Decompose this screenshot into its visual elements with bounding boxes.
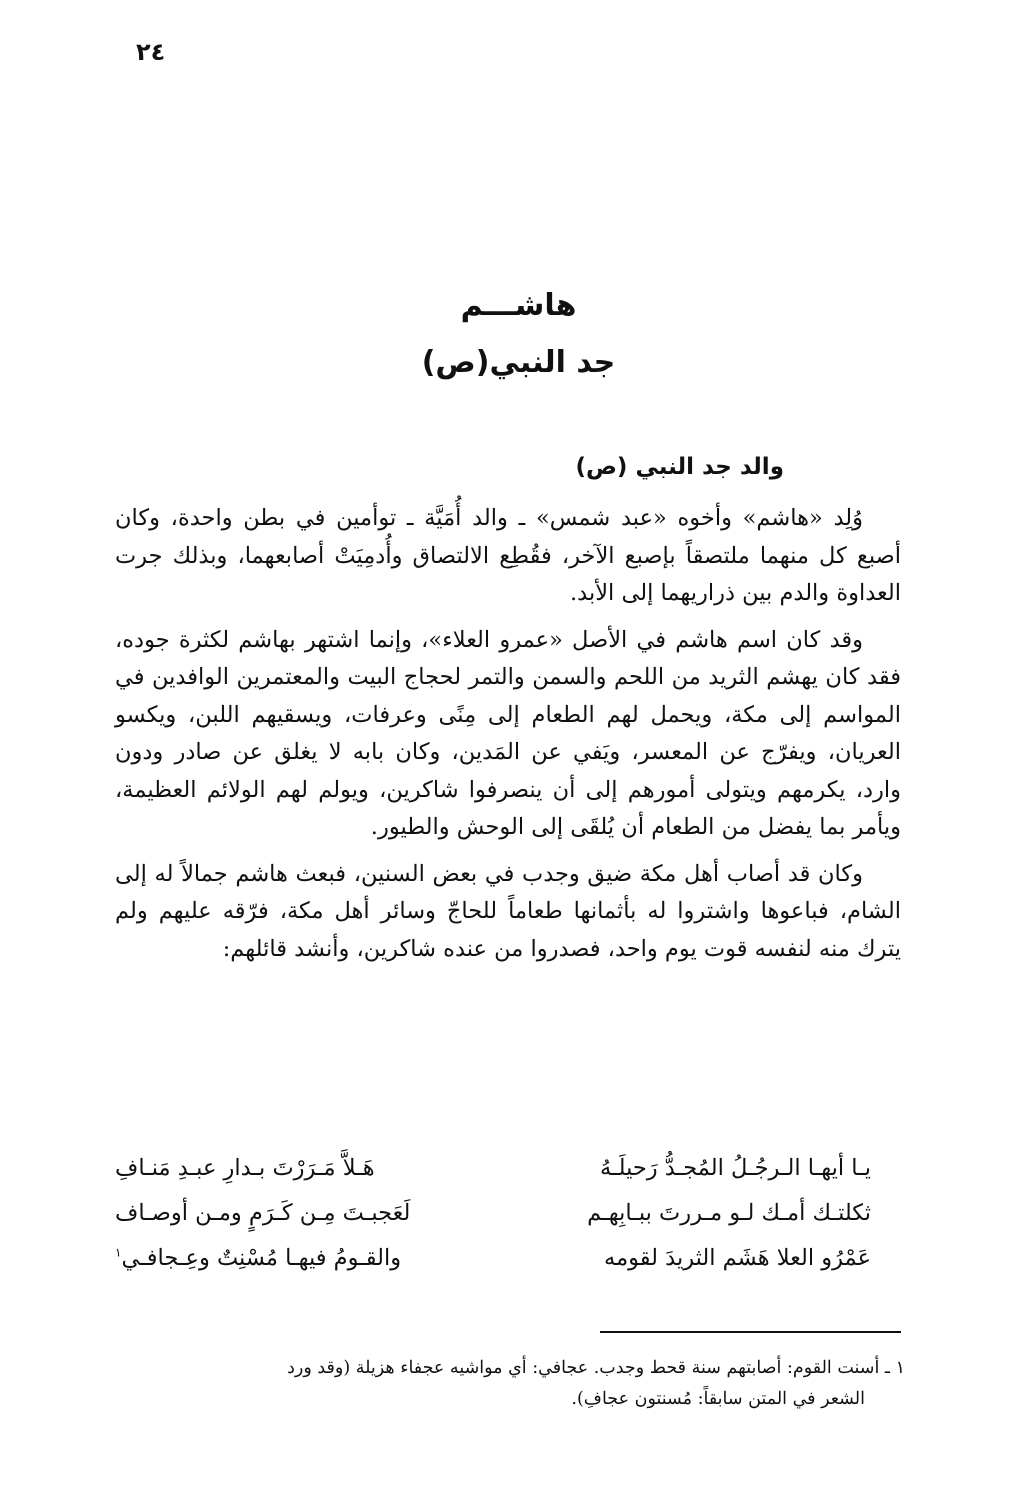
poem-verse bbox=[115, 1200, 901, 1245]
verse-second-hemistich bbox=[115, 1245, 401, 1271]
paragraph bbox=[115, 500, 901, 613]
paragraph bbox=[115, 856, 901, 969]
footnote bbox=[115, 1353, 905, 1415]
footnote-line: ١ ـ أسنت القوم: أصابتهم سنة قحط وجدب. عجافي: أي مواشيه عجفاء هزيلة (وقد ورد bbox=[287, 1358, 905, 1378]
footnote-line: الشعر في المتن سابقاً: مُسنتون عجافِ). bbox=[571, 1389, 865, 1409]
verse-first-hemistich: عَمْرُو العلا هَشَم الثريدَ لقومه bbox=[604, 1245, 871, 1271]
paragraph bbox=[115, 622, 901, 847]
verse-second-hemistich-text: والقـومُ فيهـا مُسْنِتٌ وعِـجافـي bbox=[121, 1245, 402, 1271]
section-heading: والد جد النبي (ص) bbox=[575, 454, 784, 480]
footnote-divider bbox=[600, 1331, 901, 1333]
chapter-subtitle: جد النبي(ص) bbox=[421, 345, 616, 380]
body-text bbox=[115, 500, 901, 968]
paragraph-text: وكان قد أصاب أهل مكة ضيق وجدب في بعض السنين، فبعث هاشم جمالاً له إلى الشام، فباعوها واشتروا له بأثمانها طعاماً للحاجّ وسائر أهل مكة، فرّقه عليهم ولم يترك منه لنفسه قوت يوم واحد، فصدروا من عنده شاكرين، وأنشد قائلهم: bbox=[115, 860, 901, 962]
poem-verse bbox=[115, 1245, 901, 1290]
poem-verse bbox=[115, 1155, 901, 1200]
verse-first-hemistich: يـا أيهـا الـرجُـلُ المُجـدُّ رَحيلَـهُ bbox=[599, 1155, 871, 1181]
verse-second-hemistich: لَعَجبـتَ مِـن كَـرَمٍ ومـن أوصـاف bbox=[115, 1200, 411, 1226]
chapter-title: هاشـــم bbox=[460, 288, 577, 323]
poem bbox=[115, 1155, 901, 1290]
paragraph-text: وُلِد «هاشم» وأخوه «عبد شمس» ـ والد أُمَيَّة ـ توأمين في بطن واحدة، وكان أصبع كل منهما ملتصقاً بإصبع الآخر، فقُطِع الالتصاق وأُدمِيَتْ أصابعهما، وبذلك جرت العداوة والدم بين ذراريهما إلى الأبد. bbox=[115, 505, 901, 606]
verse-second-hemistich: هَـلاَّ مَـرَرْتَ بـدارِ عبـدِ مَنـافِ bbox=[115, 1155, 375, 1181]
page-number: ٢٤ bbox=[136, 38, 166, 66]
paragraph-text: وقد كان اسم هاشم في الأصل «عمرو العلاء»، وإنما اشتهر بهاشم لكثرة جوده، فقد كان يهشم الثريد من اللحم والسمن والتمر لحجاج البيت والمعتمرين الوافدين في المواسم إلى مكة، ويحمل لهم الطعام إلى مِنًى وعرفات، ويسقيهم اللبن، ويكسو العريان، ويفرّج عن المعسر، ويَفي عن المَدين، وكان بابه لا يغلق عن صادر ودون وارد، يكرمهم ويتولى أمورهم إلى أن ينصرفوا شاكرين، ويولم لهم الولائم العظيمة، ويأمر بما يفضل من الطعام أن يُلقَى إلى الوحش والطيور. bbox=[115, 626, 901, 840]
footnote-reference: ١ bbox=[115, 1245, 122, 1260]
verse-first-hemistich: ثكلتـك أمـك لـو مـررتَ ببـابِهـم bbox=[587, 1200, 871, 1226]
